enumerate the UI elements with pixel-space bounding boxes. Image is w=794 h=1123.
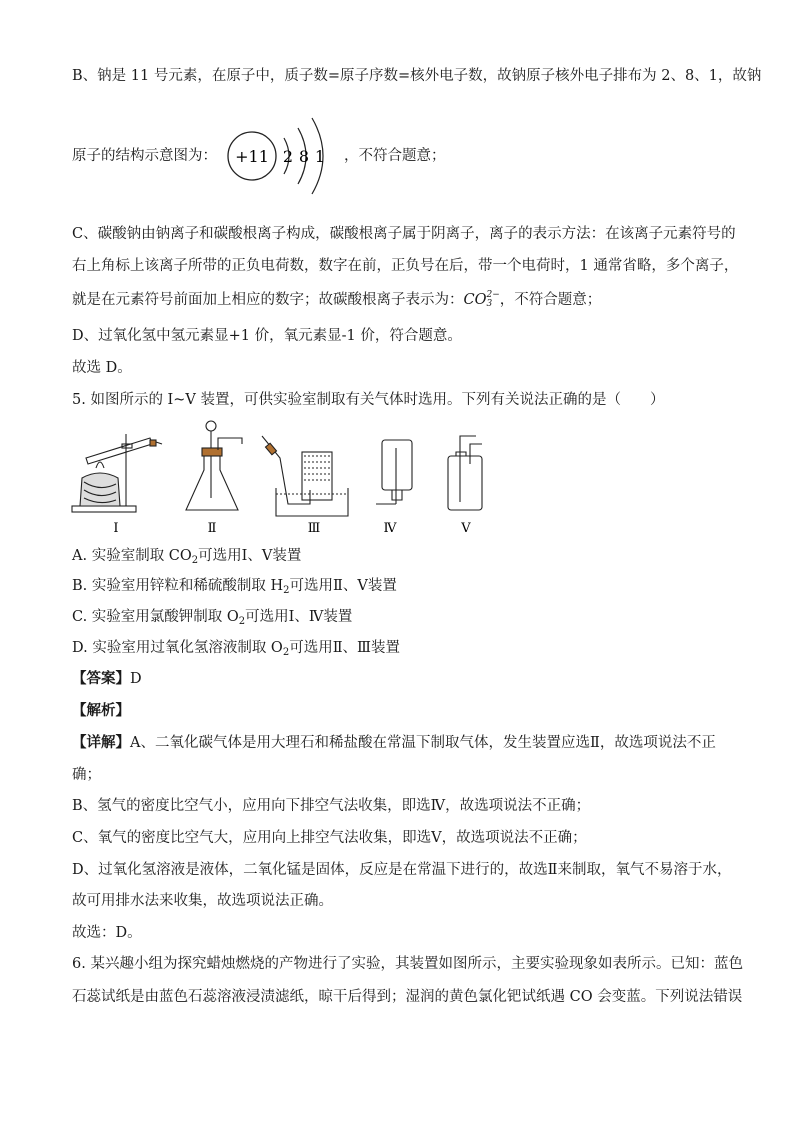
q5-option-a: A. 实验室制取 $CO_2$可选用Ⅰ、Ⅴ装置 xyxy=(72,548,302,566)
q5-detail-d2: 故可用排水法来收集，故选项说法正确。 xyxy=(72,893,333,909)
bottle-4-neck xyxy=(392,490,402,500)
apparatus-2-flask xyxy=(186,421,242,510)
apparatus-3-water-trough xyxy=(262,436,348,516)
flask-body xyxy=(186,448,238,510)
funnel-top xyxy=(206,421,216,431)
q4-c-line2: 右上角标上该离子所带的正负电荷数，数字在前，正负号在后，带一个电荷时，1 通常省略，多个离子， xyxy=(72,258,739,274)
q4-b-line1: B、钠是 11 号元素，在原子中，质子数=原子序数=核外电子数，故钠原子核外电子排布为 2、8、1，故钠 xyxy=(72,68,762,84)
apparatus-4-downward xyxy=(376,440,412,504)
label-5: Ⅴ xyxy=(461,521,471,536)
q4-c-line3 xyxy=(72,290,601,310)
flask-stopper xyxy=(202,448,222,456)
q5-detail-a2: 确； xyxy=(72,767,101,783)
lab-apparatus-figure xyxy=(66,418,486,538)
flame xyxy=(96,462,104,468)
q5-detail-b: B、氢气的密度比空气小，应用向下排空气法收集，即选Ⅳ，故选项说法不正确； xyxy=(72,798,591,814)
q5-analysis-tag: 【解析】 xyxy=(72,702,130,719)
q5-option-d: D. 实验室用过氧化氢溶液制取 $O_2$可选用Ⅱ、Ⅲ装置 xyxy=(72,640,401,658)
bottle-water xyxy=(304,456,330,480)
trough xyxy=(276,488,348,516)
q4-b-line2-label: 原子的结构示意图为： xyxy=(72,148,217,164)
q5-stem: 5. 如图所示的 I~V 装置，可供实验室制取有关气体时选用。下列有关说法正确的是（ ） xyxy=(72,392,665,408)
q5-option-b: B. 实验室用锌粒和稀硫酸制取 $H_2$可选用Ⅱ、Ⅴ装置 xyxy=(72,578,397,596)
stand-base xyxy=(72,506,136,512)
stopper xyxy=(150,440,156,446)
q5-choice: 故选：D。 xyxy=(72,925,142,941)
q4-c-line3-before: 就是在元素符号前面加上相应的数字；故碳酸根离子表示为： xyxy=(72,292,464,308)
answer-value: D xyxy=(130,671,142,687)
shell-2-electrons: 8 xyxy=(298,147,310,166)
label-3: Ⅲ xyxy=(307,521,321,536)
shell-3-electrons: 1 xyxy=(314,147,326,166)
label-2: Ⅱ xyxy=(207,521,217,536)
q5-answer xyxy=(72,669,142,689)
detail-tag: 【详解】 xyxy=(72,734,130,751)
bottle-5-long-tube xyxy=(460,436,476,502)
rubber-joint xyxy=(265,443,276,455)
bottle-4 xyxy=(382,440,412,490)
atom-structure-diagram xyxy=(222,108,342,208)
label-1: Ⅰ xyxy=(113,521,119,536)
bottle-5-short-tube xyxy=(470,444,482,464)
q6-line1: 6. 某兴趣小组为探究蜡烛燃烧的产物进行了实验，其装置如图所示，主要实验现象如表所示。已知：蓝色 xyxy=(72,956,743,972)
q4-choice: 故选 D。 xyxy=(72,360,132,376)
shell-1-electrons: 2 xyxy=(282,147,294,166)
q5-option-c: C. 实验室用氯酸钾制取 $O_2$可选用Ⅰ、Ⅳ装置 xyxy=(72,609,353,627)
label-4: Ⅳ xyxy=(383,521,397,536)
sodium-atom-structure xyxy=(72,108,672,208)
bottle-5 xyxy=(448,456,482,510)
q5-detail-c: C、氧气的密度比空气大，应用向上排空气法收集，即选Ⅴ，故选项说法不正确； xyxy=(72,830,587,846)
q4-c-line3-after: ，不符合题意； xyxy=(499,292,602,308)
bottle-5-neck xyxy=(456,452,466,456)
q5-detail-d1: D、过氧化氢溶液是液体，二氧化锰是固体，反应是在常温下进行的，故选Ⅱ来制取，氧气不易溶于水， xyxy=(72,862,732,878)
q6-line2: 石蕊试纸是由蓝色石蕊溶液浸渍滤纸，晾干后得到；湿润的黄色氯化钯试纸遇 CO 会变蓝。下列说法错误 xyxy=(72,989,743,1005)
q4-c-line1: C、碳酸钠由钠离子和碳酸根离子构成，碳酸根离子属于阴离子，离子的表示方法：在该离子元素符号的 xyxy=(72,226,736,242)
test-tube xyxy=(86,438,152,464)
q4-d-line: D、过氧化氢中氢元素显+1 价，氧元素显-1 价，符合题意。 xyxy=(72,328,462,344)
carbonate-ion-formula: CO 2− 3 xyxy=(463,290,500,309)
nucleus-charge: +11 xyxy=(235,147,269,166)
apparatus-5-upward xyxy=(448,436,482,510)
apparatus-1-heating xyxy=(72,434,162,512)
collecting-bottle xyxy=(302,452,332,500)
answer-tag: 【答案】 xyxy=(72,670,130,687)
q4-b-line2-tail: ，不符合题意； xyxy=(344,148,446,164)
q5-detail-a1: 【详解】A、二氧化碳气体是用大理石和稀盐酸在常温下制取气体，发生装置应选Ⅱ，故选项说法不正 xyxy=(72,734,716,751)
